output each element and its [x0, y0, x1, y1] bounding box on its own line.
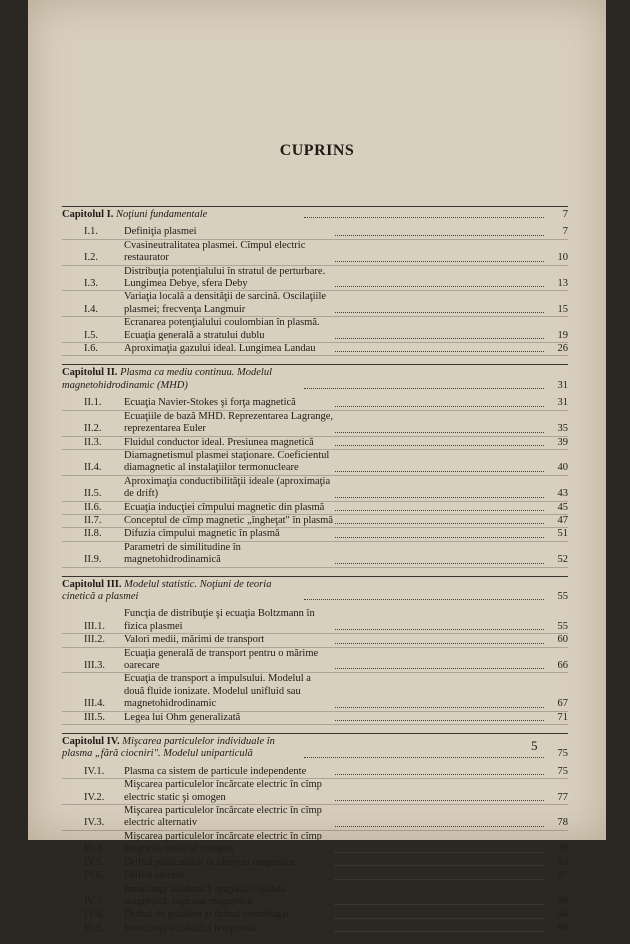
dot-leader	[304, 757, 544, 758]
chapter-heading	[62, 367, 568, 392]
entry-title: Ecuaţia de transport a impulsului. Modelul a două fluide ionizate. Modelul unifluid sau magnetohidrodinamic	[124, 673, 311, 710]
entry-title: Conceptul de cîmp magnetic „îngheţat" în plasmă	[124, 514, 333, 526]
dot-leader	[335, 852, 544, 853]
entry-number: I.1.	[84, 226, 98, 238]
dot-leader	[335, 523, 544, 524]
entry-page: 96	[557, 922, 568, 934]
entry-page: 71	[557, 711, 568, 723]
entry-title: Invarianţa adiabatică temporală	[124, 922, 257, 934]
toc-entry	[62, 476, 568, 502]
entry-number: III.2.	[84, 634, 105, 646]
dot-leader	[335, 918, 544, 919]
entry-title: Driftul electric	[124, 870, 187, 882]
entry-number: I.5.	[84, 329, 98, 341]
toc-entry	[62, 515, 568, 528]
dot-leader	[335, 235, 544, 236]
chapter-page: 55	[557, 590, 568, 602]
toc-entry	[62, 884, 568, 910]
entry-number: II.5.	[84, 488, 102, 500]
entry-page: 43	[557, 488, 568, 500]
chapter-subtitle: Noţiuni fundamentale	[115, 209, 208, 220]
entry-page: 87	[557, 870, 568, 882]
entry-page: 75	[557, 765, 568, 777]
entry-title: Invarianţa adiabatică spaţială. Oglinda magnetică, capcana magnetică	[124, 883, 286, 907]
toc-entry	[62, 648, 568, 674]
entry-number: IV.4.	[84, 843, 105, 855]
dot-leader	[335, 931, 544, 932]
entry-number: I.3.	[84, 278, 98, 290]
dot-leader	[335, 261, 544, 262]
entry-number: III.5.	[84, 711, 105, 723]
entry-title: Mişcarea particulelor încărcate electric în cîmp electric alternativ	[124, 805, 322, 829]
entry-page: 45	[557, 501, 568, 513]
chapter-section	[62, 364, 568, 567]
entry-number: II.9.	[84, 554, 102, 566]
chapter-title	[62, 209, 302, 221]
entry-title: Valori medii, mărimi de transport	[124, 634, 265, 646]
table-of-contents	[62, 206, 568, 944]
entry-page: 89	[557, 895, 568, 907]
toc-entry	[62, 923, 568, 936]
dot-leader	[335, 286, 544, 287]
toc-entry	[62, 291, 568, 317]
entry-number: III.4.	[84, 698, 105, 710]
entry-title: Mişcarea particulelor încărcate electric în cîmp magnetic static şi omogen	[124, 830, 322, 855]
entry-page: 31	[557, 397, 568, 409]
entry-page: 7	[562, 226, 568, 238]
toc-entry	[62, 317, 568, 343]
chapter-label: Capitolul IV.	[62, 736, 120, 748]
entry-number: II.2.	[84, 423, 102, 435]
dot-leader	[335, 338, 544, 339]
entry-title: Cvasineutralitatea plasmei. Cîmpul electric restaurator	[124, 239, 306, 264]
entry-page: 60	[557, 634, 568, 646]
chapter-heading	[62, 736, 568, 761]
entry-number: IV.3.	[84, 817, 105, 829]
entry-number: II.4.	[84, 462, 102, 474]
toc-entry	[62, 909, 568, 922]
toc-entry	[62, 226, 568, 239]
entry-number: IV.7.	[84, 895, 105, 907]
chapter-page: 75	[557, 748, 568, 760]
entry-number: I.2.	[84, 252, 98, 264]
entry-title: Ecranarea potenţialului coulombian în plasmă. Ecuaţia generală a stratului dublu	[124, 317, 320, 341]
toc-entry	[62, 411, 568, 437]
entry-title: Funcţia de distribuţie şi ecuaţia Boltzmann în fizica plasmei	[124, 608, 315, 632]
dot-leader	[335, 879, 544, 880]
dot-leader	[304, 217, 544, 218]
dot-leader	[335, 312, 544, 313]
dot-leader	[304, 599, 544, 600]
entry-number: IV.8.	[84, 909, 105, 921]
entry-title: Difuzia cîmpului magnetic în plasmă	[124, 528, 280, 540]
entry-title: Parametri de similitudine în magnetohidrodinamică	[124, 541, 241, 566]
entry-number: IV.9.	[84, 922, 105, 934]
entry-page: 13	[557, 278, 568, 290]
entry-page: 39	[557, 436, 568, 448]
toc-entry	[62, 343, 568, 356]
toc-entry	[62, 542, 568, 568]
dot-leader	[335, 668, 544, 669]
entry-number: IV.2.	[84, 791, 105, 803]
dot-leader	[335, 445, 544, 446]
toc-entry	[62, 450, 568, 476]
entry-number: IV.6.	[84, 870, 105, 882]
toc-entry	[62, 673, 568, 711]
toc-entry	[62, 528, 568, 541]
chapter-title	[62, 579, 302, 604]
chapter-page: 31	[557, 379, 568, 391]
chapter-label: Capitolul II.	[62, 367, 118, 379]
entry-title: Driftul de gradient şi driftul centrifugal	[124, 909, 289, 921]
toc-entry	[62, 831, 568, 857]
dot-leader	[335, 537, 544, 538]
entry-title: Driftul particulelor în cîmpuri magnetice	[124, 856, 296, 868]
entry-title: Variaţia locală a densităţii de sarcină. Oscilaţiile plasmei; frecvenţa Langmuir	[124, 291, 327, 315]
dot-leader	[335, 643, 544, 644]
chapter-subtitle: Plasma ca mediu continuu. Modelul magnetohidrodinamic (MHD)	[62, 367, 272, 391]
chapter-heading	[62, 209, 568, 221]
entry-page: 67	[557, 698, 568, 710]
chapter-section	[62, 733, 568, 936]
dot-leader	[304, 388, 544, 389]
dot-leader	[335, 351, 544, 352]
entry-number: I.4.	[84, 303, 98, 315]
entry-number: IV.1.	[84, 765, 105, 777]
chapter-section	[62, 206, 568, 356]
entry-page: 15	[557, 303, 568, 315]
chapter-page: 7	[562, 209, 568, 220]
chapter-title	[62, 736, 302, 761]
entry-page: 79	[557, 843, 568, 855]
dot-leader	[335, 432, 544, 433]
entry-page: 10	[557, 252, 568, 264]
chapter-label: Capitolul III.	[62, 578, 122, 590]
dot-leader	[335, 800, 544, 801]
toc-entry	[62, 712, 568, 725]
entry-title: Diamagnetismul plasmei staţionare. Coeficientul diamagnetic al instalaţiilor termonucleare	[124, 449, 330, 474]
dot-leader	[335, 865, 544, 866]
dot-leader	[335, 629, 544, 630]
entry-title: Aproximaţia conductibilităţii ideale (aproximaţia de drift)	[124, 475, 331, 500]
dot-leader	[335, 774, 544, 775]
entry-title: Distribuţia potenţialului în stratul de perturbare. Lungimea Debye, sfera Deby	[124, 265, 326, 290]
dot-leader	[335, 720, 544, 721]
toc-entry	[62, 766, 568, 779]
toc-entry	[62, 857, 568, 870]
chapter-title	[62, 367, 302, 392]
dot-leader	[335, 707, 544, 708]
toc-entry	[62, 634, 568, 647]
dot-leader	[335, 510, 544, 511]
toc-entry	[62, 608, 568, 634]
page-number: 5	[531, 738, 538, 753]
entry-page: 77	[557, 791, 568, 803]
toc-entry	[62, 779, 568, 805]
entry-number: II.8.	[84, 528, 102, 540]
dot-leader	[335, 826, 544, 827]
dot-leader	[335, 497, 544, 498]
entry-title: Plasma ca sistem de particule independente	[124, 765, 307, 777]
dot-leader	[335, 563, 544, 564]
entry-page: 51	[557, 528, 568, 540]
entry-page: 35	[557, 423, 568, 435]
entry-page: 66	[557, 660, 568, 671]
entry-title: Ecuaţia Navier-Stokes şi forţa magnetică	[124, 397, 296, 409]
entry-number: IV.5.	[84, 856, 105, 868]
entry-title: Definiţia plasmei	[124, 226, 197, 238]
entry-page: 47	[557, 514, 568, 526]
entry-number: II.3.	[84, 436, 102, 448]
toc-entry	[62, 397, 568, 410]
entry-title: Ecuaţia inducţiei cîmpului magnetic din plasmă	[124, 501, 325, 513]
entry-page: 40	[557, 462, 568, 474]
chapter-heading	[62, 579, 568, 604]
entry-number: III.1.	[84, 620, 105, 632]
entry-page: 19	[557, 329, 568, 341]
entry-page: 26	[557, 343, 568, 355]
entry-title: Aproximaţia gazului ideal. Lungimea Landau	[124, 343, 316, 355]
dot-leader	[335, 406, 544, 407]
page-title: CUPRINS	[279, 142, 355, 159]
entry-title: Ecuaţiile de bază MHD. Reprezentarea Lagrange, reprezentarea Euler	[124, 410, 334, 435]
entry-title: Mişcarea particulelor încărcate electric în cîmp electric static şi omogen	[124, 779, 322, 803]
toc-entry	[62, 805, 568, 831]
toc-entry	[62, 240, 568, 266]
entry-number: III.3.	[84, 660, 105, 671]
chapter-section	[62, 576, 568, 725]
chapter-label: Capitolul I.	[62, 209, 114, 220]
entry-title: Legea lui Ohm generalizată	[124, 711, 241, 723]
chapter-subtitle: Mişcarea particulelor individuale în plasma „fără ciocniri". Modelul uniparticulă	[62, 736, 275, 760]
toc-entry	[62, 437, 568, 450]
entry-page: 52	[557, 554, 568, 566]
entry-number: II.6.	[84, 501, 102, 513]
entry-number: I.6.	[84, 343, 98, 355]
dot-leader	[335, 471, 544, 472]
entry-number: II.1.	[84, 397, 102, 409]
toc-entry	[62, 266, 568, 292]
entry-title: Ecuaţia generală de transport pentru o mărime oarecare	[124, 647, 319, 671]
entry-page: 94	[557, 909, 568, 921]
chapter-subtitle: Modelul statistic. Noţiuni de teoria cinetică a plasmei	[62, 578, 272, 602]
toc-entry	[62, 870, 568, 883]
entry-page: 55	[557, 620, 568, 632]
entry-page: 78	[557, 817, 568, 829]
dot-leader	[335, 904, 544, 905]
entry-page: 83	[557, 856, 568, 868]
toc-entry	[62, 502, 568, 515]
entry-title: Fluidul conductor ideal. Presiunea magnetică	[124, 436, 314, 448]
entry-number: II.7.	[84, 514, 102, 526]
book-page	[28, 0, 606, 934]
